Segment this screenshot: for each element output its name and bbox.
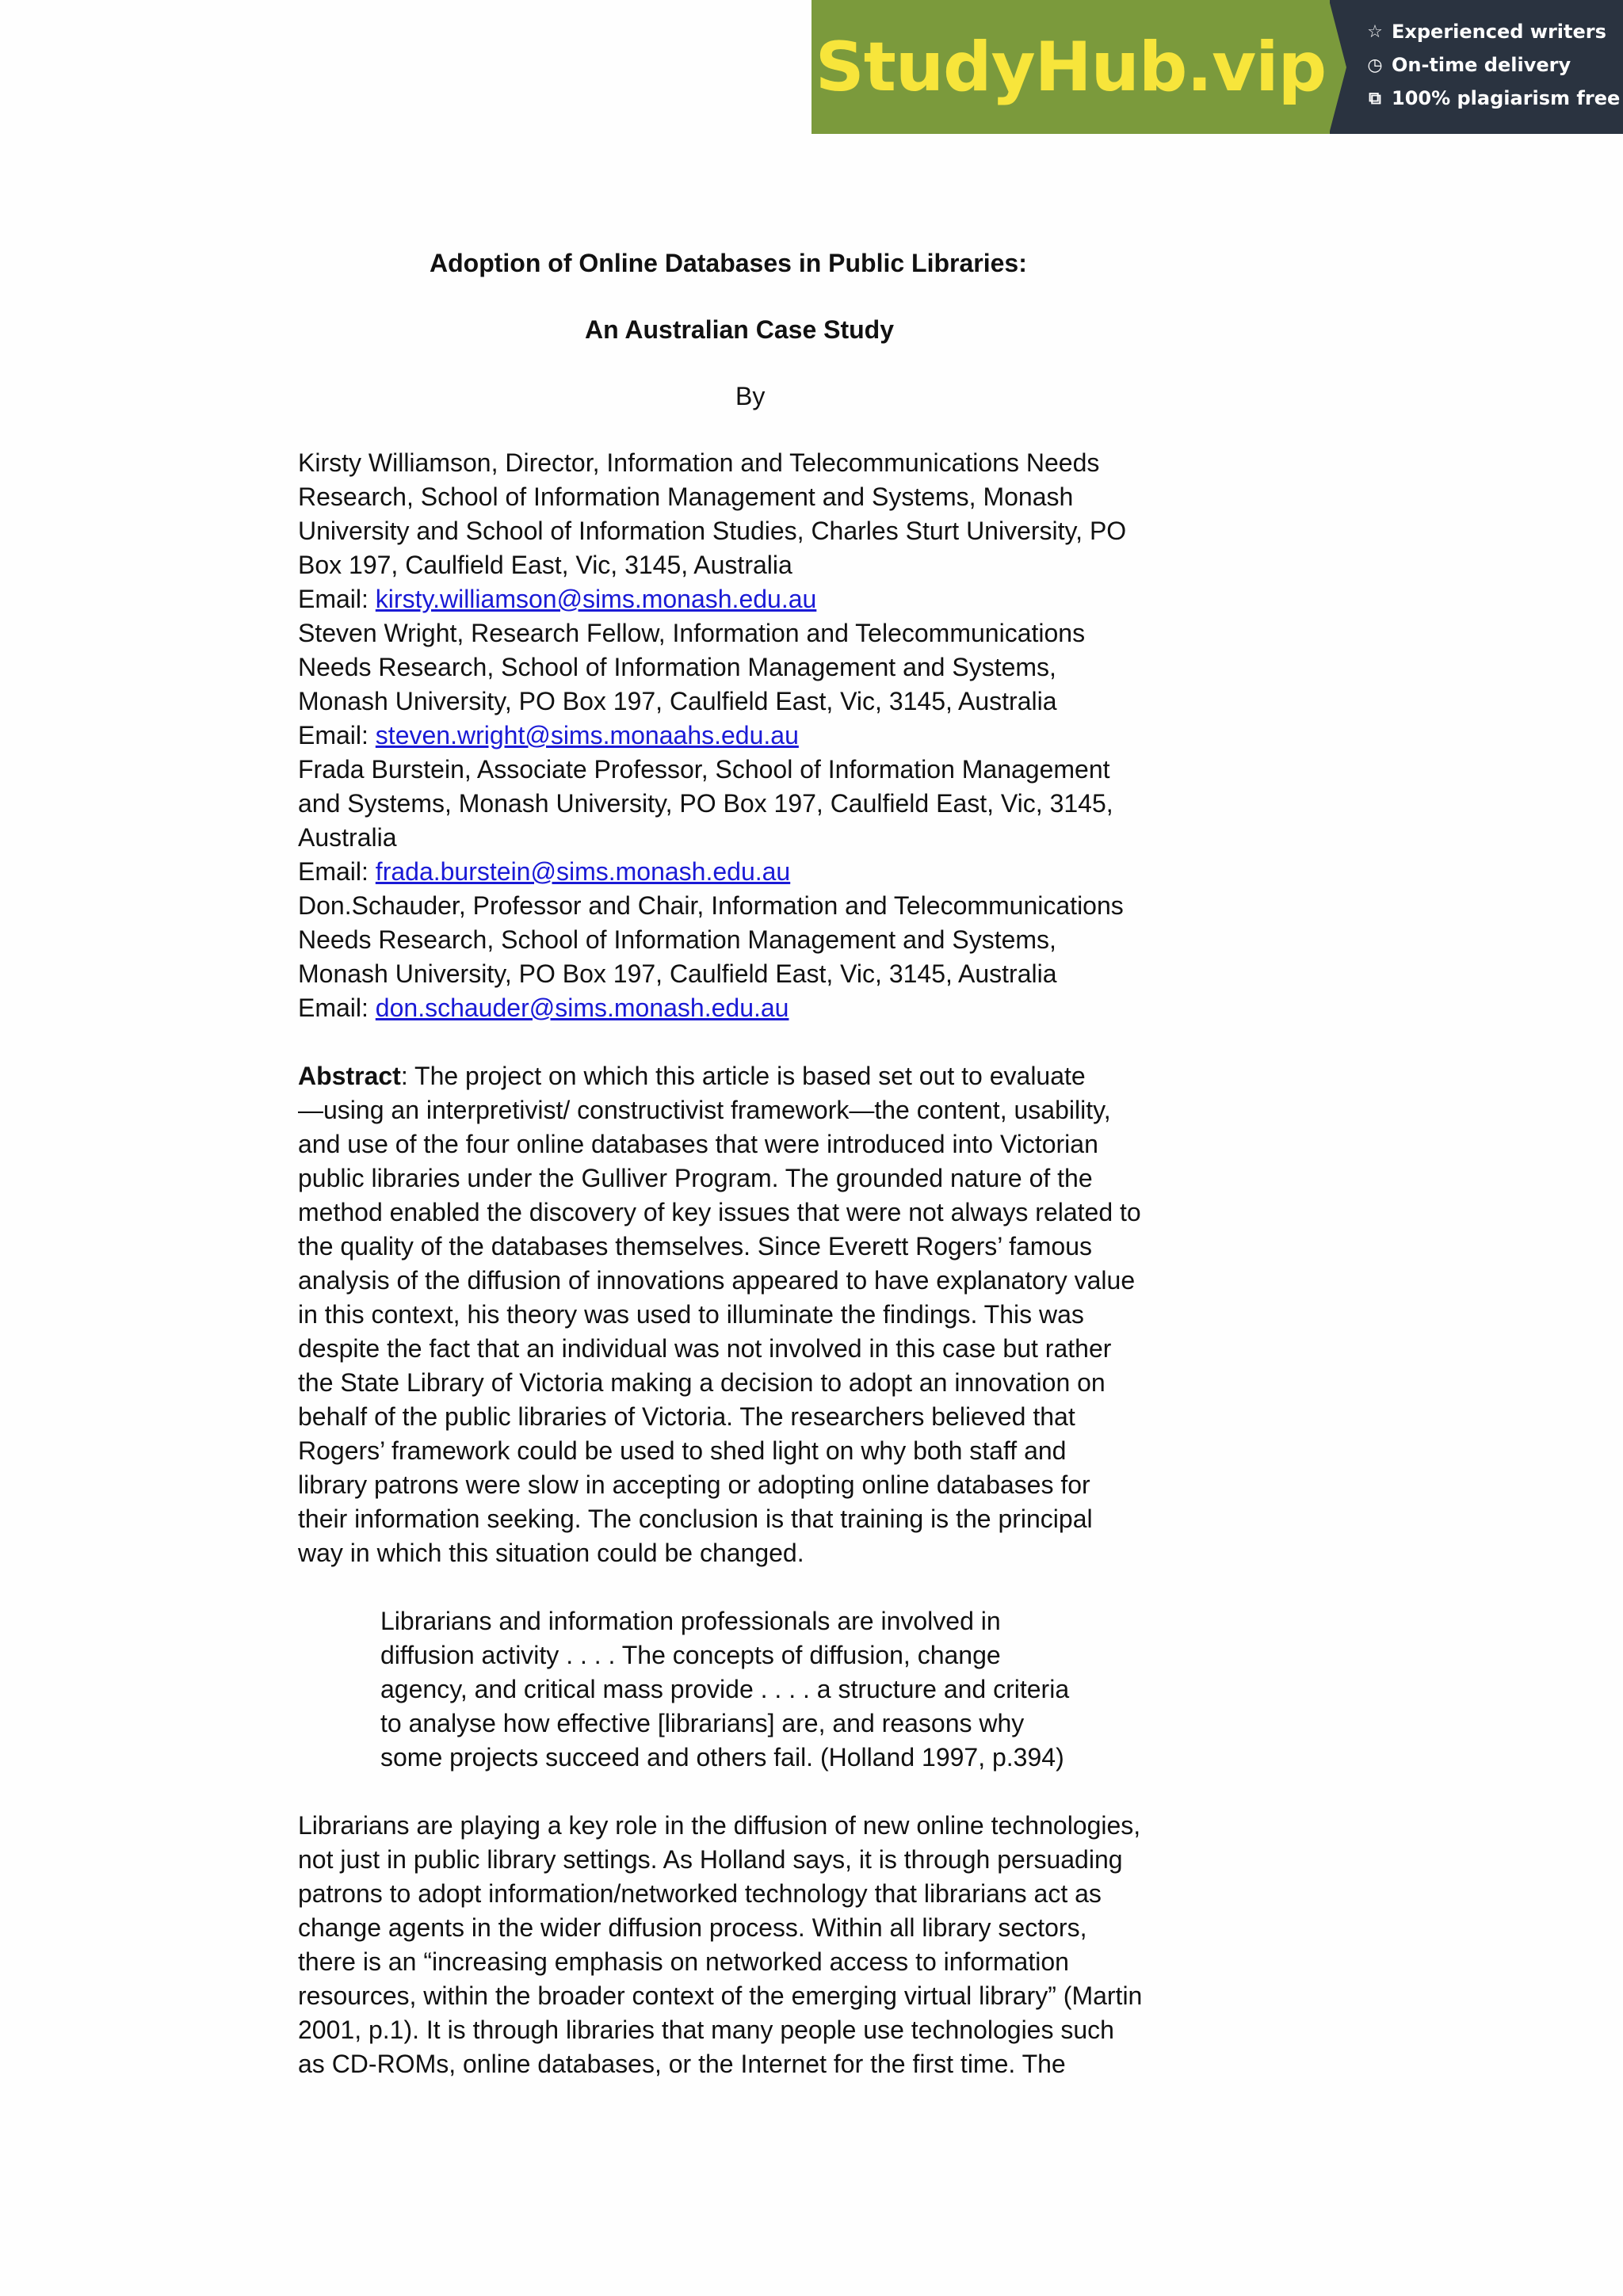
feature-list [1330, 0, 1623, 134]
feature-label: On-time delivery [1392, 54, 1571, 76]
abstract-line: method enabled the discovery of key issues that were not always related to [298, 1198, 1141, 1226]
feature-label: 100% plagiarism free [1392, 87, 1621, 109]
body-line: change agents in the wider diffusion process. Within all library sectors, [298, 1913, 1087, 1942]
brand-name: StudyHub.vip [815, 27, 1327, 107]
author-line: Monash University, PO Box 197, Caulfield East, Vic, 3145, Australia [298, 687, 1057, 715]
quote-line: Librarians and information professionals are involved in [380, 1607, 1001, 1635]
quote-line: agency, and critical mass provide . . . . a structure and criteria [380, 1675, 1070, 1703]
body-line: there is an “increasing emphasis on networked access to information [298, 1947, 1069, 1976]
star-icon: ☆ [1367, 21, 1383, 42]
abstract-line: the quality of the databases themselves. Since Everett Rogers’ famous [298, 1232, 1093, 1261]
copy-icon: ⧉ [1369, 88, 1381, 109]
abstract-line: their information seeking. The conclusion is that training is the principal [298, 1505, 1093, 1533]
email-label: Email: [298, 721, 376, 749]
quote-line: diffusion activity . . . . The concepts of diffusion, change [380, 1641, 1001, 1669]
author-line: Steven Wright, Research Fellow, Information and Telecommunications [298, 619, 1086, 647]
abstract-line: in this context, his theory was used to illuminate the findings. This was [298, 1300, 1084, 1329]
author-line: Needs Research, School of Information Management and Systems, [298, 653, 1056, 681]
byline: By [735, 382, 766, 410]
quote-line: some projects succeed and others fail. (Holland 1997, p.394) [380, 1743, 1064, 1772]
email-link[interactable]: steven.wright@sims.monaahs.edu.au [375, 721, 799, 749]
feature-plagiarism-free [1365, 87, 1620, 109]
email-link[interactable]: don.schauder@sims.monash.edu.au [375, 994, 789, 1022]
abstract-label: Abstract [298, 1062, 401, 1090]
author-line: Frada Burstein, Associate Professor, School of Information Management [298, 755, 1110, 784]
abstract-line: Rogers’ framework could be used to shed light on why both staff and [298, 1436, 1067, 1465]
brand-logo[interactable] [812, 0, 1330, 134]
email-link[interactable]: kirsty.williamson@sims.monash.edu.au [375, 585, 817, 613]
email-line [298, 585, 816, 614]
author-line: Kirsty Williamson, Director, Information and Telecommunications Needs [298, 448, 1100, 477]
email-link[interactable]: frada.burstein@sims.monash.edu.au [375, 857, 791, 886]
author-line: Australia [298, 823, 397, 852]
abstract-line: behalf of the public libraries of Victoria. The researchers believed that [298, 1402, 1075, 1431]
email-label: Email: [298, 585, 376, 613]
abstract-line: despite the fact that an individual was not involved in this case but rather [298, 1334, 1112, 1363]
author-line: Research, School of Information Management and Systems, Monash [298, 482, 1074, 511]
email-line [298, 857, 790, 887]
quote-line: to analyse how effective [librarians] are, and reasons why [380, 1709, 1025, 1737]
abstract-text: : The project on which this article is based set out to evaluate [400, 1062, 1086, 1090]
abstract-line: analysis of the diffusion of innovations appeared to have explanatory value [298, 1266, 1136, 1295]
abstract-line: public libraries under the Gulliver Program. The grounded nature of the [298, 1164, 1093, 1192]
author-line: and Systems, Monash University, PO Box 197, Caulfield East, Vic, 3145, [298, 789, 1113, 818]
body-line: Librarians are playing a key role in the diffusion of new online technologies, [298, 1811, 1141, 1840]
body-line: as CD-ROMs, online databases, or the Internet for the first time. The [298, 2050, 1066, 2078]
abstract-line: the State Library of Victoria making a decision to adopt an innovation on [298, 1368, 1106, 1397]
abstract-line: —using an interpretivist/ constructivist framework—the content, usability, [298, 1096, 1111, 1124]
author-line: Monash University, PO Box 197, Caulfield East, Vic, 3145, Australia [298, 959, 1057, 988]
abstract-line: and use of the four online databases that were introduced into Victorian [298, 1130, 1098, 1158]
feature-label: Experienced writers [1392, 21, 1606, 43]
author-line: Needs Research, School of Information Management and Systems, [298, 925, 1056, 954]
document-subtitle: An Australian Case Study [585, 315, 895, 344]
document-title: Adoption of Online Databases in Public Libraries: [430, 249, 1027, 277]
abstract-line [298, 1062, 1086, 1091]
feature-on-time-delivery [1365, 54, 1571, 76]
body-line: resources, within the broader context of the emerging virtual library” (Martin [298, 1981, 1143, 2010]
author-line: Box 197, Caulfield East, Vic, 3145, Australia [298, 551, 792, 579]
studyhub-banner[interactable] [812, 0, 1623, 134]
clock-icon: ◷ [1367, 55, 1383, 75]
author-line: University and School of Information Studies, Charles Sturt University, PO [298, 517, 1127, 545]
email-label: Email: [298, 857, 376, 886]
abstract-line: way in which this situation could be changed. [298, 1539, 804, 1567]
email-label: Email: [298, 994, 376, 1022]
feature-experienced-writers [1365, 21, 1606, 43]
body-line: 2001, p.1). It is through libraries that many people use technologies such [298, 2016, 1114, 2044]
email-line [298, 721, 799, 750]
author-line: Don.Schauder, Professor and Chair, Information and Telecommunications [298, 891, 1124, 920]
email-line [298, 994, 789, 1023]
body-line: patrons to adopt information/networked technology that librarians act as [298, 1879, 1102, 1908]
abstract-line: library patrons were slow in accepting or adopting online databases for [298, 1470, 1090, 1499]
body-line: not just in public library settings. As Holland says, it is through persuading [298, 1845, 1123, 1874]
